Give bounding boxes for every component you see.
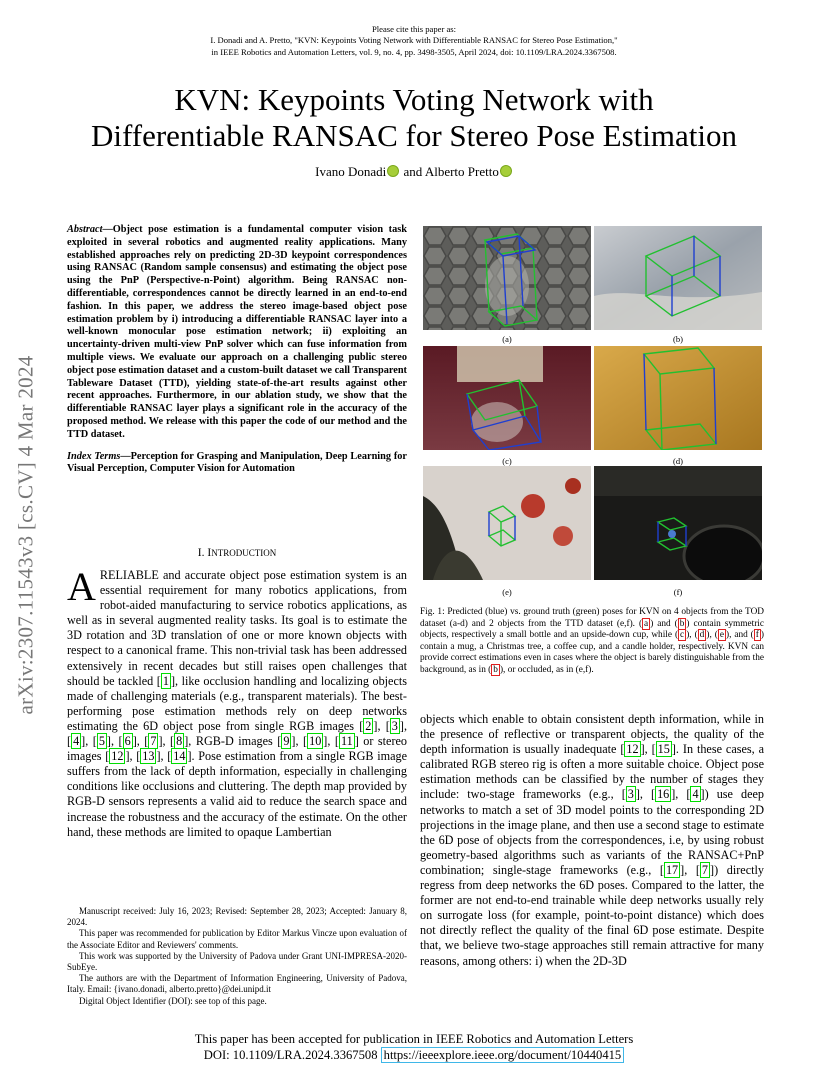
figure-panel-d (594, 346, 762, 450)
paper-title (40, 82, 788, 154)
section-title-rest: NTRODUCTION (211, 548, 277, 558)
abstract-text: —Object pose estimation is a fundamental computer vision task exploited in several robotics and augmented reality applications. Many established approaches rely on predicting 2D-3D keypoint correspondences using RANSAC (Random sample consensus) and estimating the object pose using the PnP (Perspective-n-Point) algorithm. Being RANSAC non-differentiable, correspondences cannot be directly learned in an end-to-end fashion. In this paper, we address the stereo image-based object pose estimation problem by i) introducing a differentiable RANSAC layer into a well-known monocular pose estimation network; ii) exploiting an uncertainty-driven multi-view PnP solver which can fuse information from multiple views. We evaluate our approach on a challenging public stereo object pose estimation dataset and a custom-built dataset we call Transparent Tableware Dataset (TTD), yielding state-of-the-art results against other recent approaches. Furthermore, in our ablation study, we show that the differentiable RANSAC layer plays a significant role in the accuracy of the proposed method. We release with this paper the code of our method and the TTD dataset. (67, 224, 407, 440)
intro-lead-word: RELIABLE (99, 568, 159, 582)
pose-image-d (594, 346, 762, 450)
intro-text: . Pose estimation from a single RGB image suffers from the lack of depth information, especially in challenging conditions like occlusions and cluttering. The depth map provided by RGB-D sensors represents a valid aid to reduce the search space and increase the robustness and the accuracy of the estimate. On the other hand, these methods are limited to opaque Lambertian (67, 749, 407, 839)
footnote: Digital Object Identifier (DOI): see top of this page. (79, 995, 267, 1006)
citation-link[interactable]: 12 (111, 749, 124, 764)
body-text: ) directly regress from deep networks the 6D poses. Compared to the latter, the former are not end-to-end trainable while deep networks usually rely on surrogate loss (for example, point-to-point distance) which does not directly reflect the quality of the final 6D pose estimate. Despite that, we believe two-stage approaches still remain attractive for many reasons, among others: i) when the 2D-3D (420, 862, 764, 968)
figure-panel-e (423, 466, 591, 580)
figure-ref-link[interactable]: b (679, 618, 685, 629)
citation-link[interactable]: 13 (142, 749, 155, 764)
caption-text: , and (729, 630, 751, 640)
arxiv-id: arXiv:2307.11543v3 [cs.CV] 4 Mar 2024 (13, 355, 38, 715)
cite-line-2: I. Donadi and A. Pretto, "KVN: Keypoints Voting Network with Differentiable RANSAC for Stereo Pose Estimation," (210, 35, 618, 46)
figure-panel-c (423, 346, 591, 450)
orcid-icon[interactable] (387, 165, 399, 177)
figure-label-d: (d) (673, 456, 683, 466)
caption-text: , (709, 630, 715, 640)
citation-link[interactable]: 17 (665, 862, 679, 877)
footnotes (67, 906, 407, 1007)
arxiv-stamp (6, 300, 46, 770)
abstract (67, 224, 407, 442)
figure-panel-b (594, 226, 762, 330)
figure-1 (420, 224, 764, 596)
citation-link[interactable]: 9 (283, 734, 290, 749)
citation-header (0, 24, 828, 58)
pose-image-a (423, 226, 591, 330)
figure-label-c: (c) (502, 456, 512, 466)
intro-paragraph-continued: objects which enable to obtain consistent depth information, while in the presence of reflective or transparent objects, the quality of the depth information is usually inadequate [ 12 ], [ 15 ]. In these cases, a calibrated RGB stereo rig is often a more suitable choice. Object pose estimation methods can be classified by the number of stages they include: two-stage frameworks (e.g., [ 3 ], [ 16 ], [ 4 ]) use deep networks to match a set of 3D model points to the corresponding 2D projections in the image plane, and then use a second stage to estimate the 6D pose of objects from the correspondences, i.e, by using robust geometry-based algorithms such as variants of the RANSAC+PnP combination; single-stage frameworks (e.g., [ 17 ], [ 7 ]) directly regress from deep networks the 6D poses. Compared to the latter, the former are not end-to-end trainable while deep networks usually rely on surrogate loss (for example, point-to-point distance) which does not directly reflect the quality of the final 6D pose estimate. Despite that, we believe two-stage approaches still remain attractive for many reasons, among others: i) when the 2D-3D (420, 712, 764, 968)
footnote: Manuscript received: July 16, 2023; Revised: September 28, 2023; Accepted: January 8, 2024. (67, 906, 407, 928)
figure-label-f: (f) (673, 587, 683, 597)
figure-panel-f (594, 466, 762, 580)
citation-link[interactable]: 3 (391, 718, 398, 733)
body-text: objects which enable to obtain consistent depth information, while in the presence of reflective or transparent objects, the quality of the depth information is usually inadequate (420, 712, 764, 757)
publication-footer (0, 1031, 828, 1063)
cite-line-3: in IEEE Robotics and Automation Letters, vol. 9, no. 4, pp. 3498-3505, April 2024, doi: 10.1109/LRA.2024.3367508. (211, 46, 617, 57)
abstract-label: Abstract (67, 224, 103, 235)
author-1: Ivano Donadi (315, 164, 387, 179)
author-2: Alberto Pretto (424, 164, 499, 179)
author-joiner: and (400, 164, 425, 179)
intro-text: and accurate object pose estimation system is an essential requirement for many robotics applications, from robot-aided manufacturing to service robotics applications, as well as in several augmented reality tasks. Its goal is to estimate the 3D rotation and 3D translation of one or more known objects with respect to a canonical frame. This non-trivial task has been addressed extensively in recent decades but still raises open challenges that should be tackled (67, 568, 407, 688)
citation-link[interactable]: 7 (150, 734, 157, 749)
figure-ref-link[interactable]: e (719, 630, 724, 640)
footnote: This paper was recommended for publication by Editor Markus Vincze upon evaluation of the Associate Editor and Reviewers' comments. (67, 928, 407, 950)
section-title-first: I (207, 547, 212, 559)
pose-image-f (594, 466, 762, 580)
figure-grid (420, 224, 764, 596)
citation-link[interactable]: 1 (162, 673, 169, 688)
citation-link[interactable]: 16 (657, 787, 670, 802)
intro-text: , like occlusion handling and localizing objects made of challenging materials (e.g., transparent materials). The best-performing pose estimation methods rely on deep networks estimating the 6D object pose from single RGB images (67, 673, 407, 733)
intro-paragraph: ARELIABLE and accurate object pose estimation system is an essential requirement for many robotics applications, from robot-aided manufacturing to service robotics applications, as well as in several augmented reality tasks. Its goal is to estimate the 3D rotation and 3D translation of one or more known objects with respect to a canonical frame. This non-trivial task has been addressed extensively in recent decades but still raises open challenges that should be tackled [ 1 ], like occlusion handling and localizing objects made of challenging materials (e.g., transparent materials). The best-performing pose estimation methods rely on deep networks estimating the 6D object pose from single RGB images [ 2 ], [ 3 ], [ 4 ], [ 5 ], [ 6 ], [ 7 ], [ 8 ], RGB-D images [ 9 ], [ 10 ], [ 11 ] or stereo images [ 12 ], [ 13 ], [ 14 ]. Pose estimation from a single RGB image suffers from the lack of depth information, especially in challenging conditions like occlusions and cluttering. The depth map provided by RGB-D sensors represents a valid aid to reduce the search space and increase the robustness and the accuracy of the estimate. On the other hand, these methods are limited to opaque Lambertian (67, 564, 408, 839)
pose-image-b (594, 226, 762, 330)
figure-caption: Fig. 1: Predicted (blue) vs. ground truth (green) poses for KVN on 4 objects from the TOD dataset (a-d) and 2 objects from the TTD dataset (e,f). ( a ) and ( b ) contain symmetric objects, respectively a small bottle and an upside-down cup, while ( c ), ( d ), ( e ), and ( f ) contain a mug, a Christmas tree, a coffee cup, and a candle holder, respectively. KVN can provide correct estimations even in cases where the object is barely distinguishable from the background, as in ( b ), or occluded, as in (e,f). (420, 607, 764, 675)
figure-label-a: (a) (502, 334, 512, 344)
pose-image-e (423, 466, 591, 580)
citation-link[interactable]: 3 (627, 787, 634, 802)
figure-label-b: (b) (673, 334, 683, 344)
caption-text: , or occluded, as in (e,f). (503, 664, 594, 675)
citation-link[interactable]: 4 (692, 787, 699, 802)
figure-ref-link[interactable]: c (680, 630, 685, 640)
footer-line-2 (0, 1047, 828, 1063)
orcid-icon[interactable] (500, 165, 512, 177)
body-text: ) use deep networks to match a set of 3D model points to the corresponding 2D projections in the image plane, and then use a second stage to estimate the 6D pose of objects from the correspondences, i.e, by using robust geometry-based algorithms such as variants of the RANSAC+PnP combination; single-stage frameworks (e.g., (420, 787, 764, 877)
citation-link[interactable]: 5 (98, 734, 105, 749)
intro-text: , RGB-D images (188, 734, 278, 749)
dropcap-letter: A (67, 564, 96, 609)
caption-text: contain a mug, a Christmas tree, a coffee cup, and a candle holder, respectively. KVN can provide correct estimations even in cases where the object is barely distinguishable from the background, as in (420, 641, 764, 675)
cite-line-1: Please cite this paper as: (372, 24, 456, 34)
footnote: This work was supported by the University of Padova under Grant UNI-IMPRESA-2020-SubEye. (67, 950, 407, 973)
citation-link[interactable]: 11 (340, 734, 353, 749)
body-text: . In these cases, a calibrated RGB stereo rig is often a more suitable choice. Object pose estimation methods can be classified by the number of stages they include: two-stage frameworks (e.g., (420, 742, 764, 802)
pose-image-c (423, 346, 591, 450)
index-terms (67, 451, 407, 477)
figure-ref-link[interactable]: a (644, 618, 649, 629)
index-terms-label: Index Terms (67, 450, 121, 462)
citation-link[interactable]: 10 (309, 734, 322, 749)
caption-text: , (689, 630, 695, 640)
ieee-url-link[interactable]: https://ieeexplore.ieee.org/document/10440415 (381, 1047, 625, 1063)
caption-text: contain symmetric objects, respectively a small bottle and an upside-down cup, while (420, 618, 764, 640)
citation-link[interactable]: 4 (73, 734, 80, 749)
title-line-2: Differentiable RANSAC for Stereo Pose Estimation (90, 118, 738, 153)
citation-link[interactable]: 12 (626, 742, 639, 757)
caption-text: Fig. 1: Predicted (blue) vs. ground truth (green) poses for KVN on 4 objects from the TOD dataset (a-d) and 2 objects from the TTD dataset (e,f). (420, 607, 764, 629)
abstract-block (67, 224, 407, 476)
caption-text: and (653, 618, 675, 629)
author-list (0, 164, 828, 180)
footer-doi: DOI: 10.1109/LRA.2024.3367508 (203, 1048, 381, 1062)
intro-text: or stereo images (67, 734, 408, 764)
figure-label-e: (e) (502, 587, 512, 597)
citation-link[interactable]: 6 (124, 734, 131, 749)
footnote: The authors are with the Department of Information Engineering, University of Padova, Italy. Email: {ivano.donadi, alberto.pretto}@dei.unipd.it (67, 973, 407, 995)
figure-ref-link[interactable]: f (755, 630, 759, 640)
figure-ref-link[interactable]: b (493, 664, 498, 675)
figure-ref-link[interactable]: d (699, 630, 705, 640)
citation-link[interactable]: 7 (701, 862, 709, 877)
citation-link[interactable]: 15 (657, 742, 670, 757)
title-line-1: KVN: Keypoints Voting Network with (174, 82, 654, 117)
index-terms-text: —Perception for Grasping and Manipulation, Deep Learning for Visual Perception, Computer Vision for Automation (67, 450, 407, 475)
section-heading (67, 547, 407, 559)
section-number: I. (197, 547, 205, 559)
citation-link[interactable]: 14 (173, 749, 186, 764)
figure-panel-a (423, 226, 591, 330)
footer-line-1: This paper has been accepted for publication in IEEE Robotics and Automation Letters (194, 1032, 634, 1046)
citation-link[interactable]: 8 (176, 734, 183, 749)
citation-link[interactable]: 2 (365, 718, 372, 733)
